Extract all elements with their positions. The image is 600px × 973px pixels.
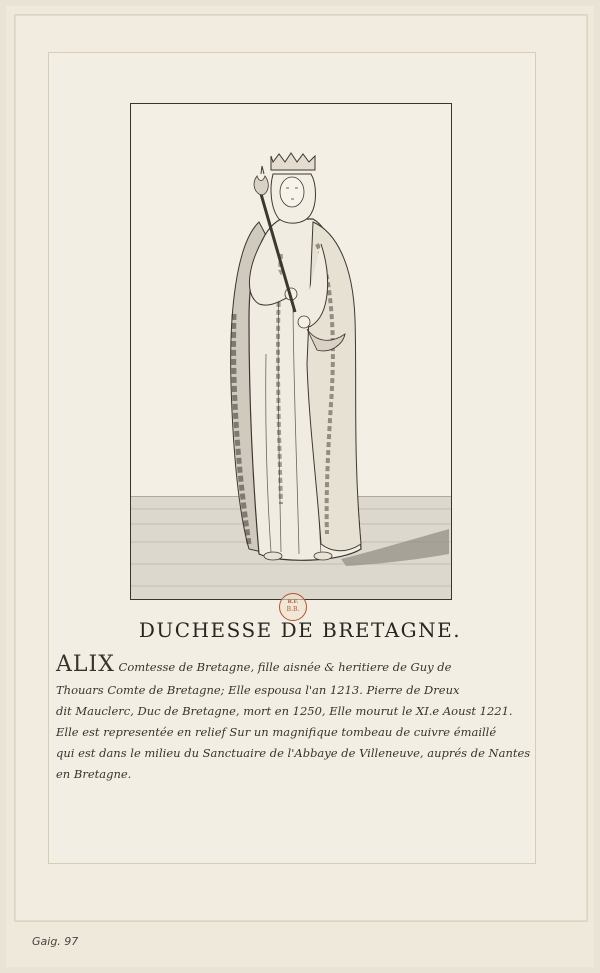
caption-line-1-text: Comtesse de Bretagne, fille aisnée & heritiere de Guy de	[118, 660, 452, 674]
stamp-line-1: R.F.	[287, 599, 299, 605]
caption-line-2: Thouars Comte de Bretagne; Elle espousa l'an 1213. Pierre de Dreux	[56, 683, 460, 697]
stamp-line-2: B.B.	[286, 606, 300, 613]
caption-text	[56, 650, 556, 785]
plate-title: DUCHESSE DE BRETAGNE.	[138, 618, 462, 642]
caption-line-3: dit Mauclerc, Duc de Bretagne, mort en 1250, Elle mourut le XI.e Aoust 1221.	[56, 704, 513, 718]
library-stamp	[279, 593, 307, 621]
illustration-frame	[130, 103, 452, 600]
caption-line-4: Elle est representée en relief Sur un magnifique tombeau de cuivre émaillé	[56, 725, 497, 739]
caption-line-5: qui est dans le milieu du Sanctuaire de l'Abbaye de Villeneuve, auprés de Nantes	[56, 746, 531, 760]
duchess-figure-icon	[131, 104, 451, 599]
caption-line-6: en Bretagne.	[56, 767, 132, 781]
caption-line-1	[56, 650, 556, 680]
shelfmark: Gaig. 97	[32, 935, 79, 948]
caption-dropcap: ALIX	[56, 652, 115, 677]
